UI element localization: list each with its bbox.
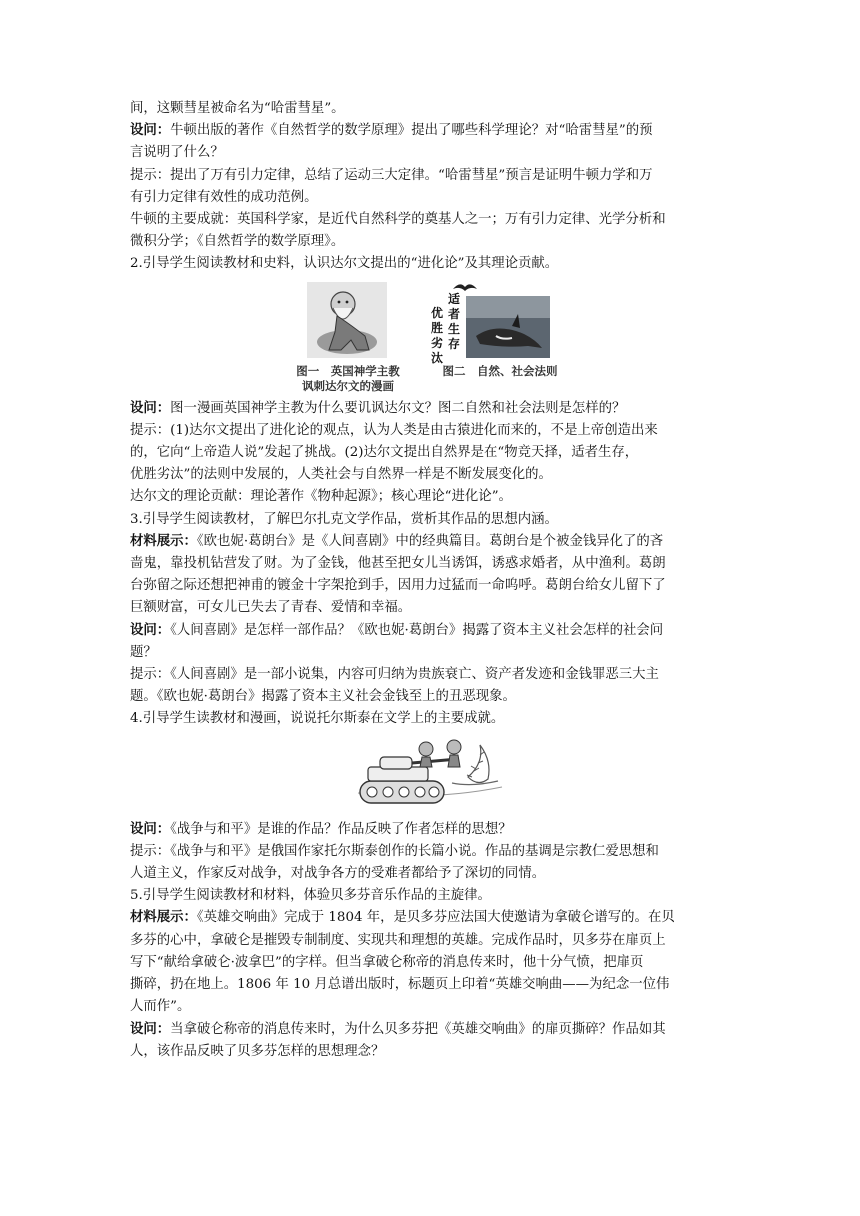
text-line: 牛顿的主要成就：英国科学家，是近代自然科学的奠基人之一；万有引力定律、光学分析和 <box>130 212 666 228</box>
fig2-text-col2: 适者生存 <box>448 291 461 351</box>
fig2-text-col1: 优胜劣汰 <box>431 305 444 365</box>
hint-line: 提示：(1)达尔文提出了进化论的观点，认为人类是由古猿进化而来的，不是上帝创造出来 <box>130 422 658 438</box>
text-line: 微积分学；《自然哲学的数学原理》。 <box>130 234 345 250</box>
question-line <box>130 1019 730 1041</box>
question-text: 《人间喜剧》是怎样一部作品？《欧也妮·葛朗台》揭露了资本主义社会怎样的社会问 <box>170 622 664 638</box>
hint-line: 提示：《战争与和平》是俄国作家托尔斯泰创作的长篇小说。作品的基调是宗教仁爱思想和 <box>130 843 659 859</box>
question-text: 《战争与和平》是谁的作品？作品反映了作者怎样的思想？ <box>170 821 512 837</box>
hint-line: 提示：提出了万有引力定律，总结了运动三大定律。“哈雷彗星”预言是证明牛顿力学和万 <box>130 167 653 183</box>
material-line: 撕碎，扔在地上。1806 年 10 月总谱出版时，标题页上印着“英雄交响曲——为纪念一位伟 <box>130 977 670 993</box>
material-label: 材料展示： <box>130 533 197 549</box>
section-heading: 5.引导学生阅读教材和材料，体验贝多芬音乐作品的主旋律。 <box>130 888 491 904</box>
question-label: 设问： <box>130 821 171 837</box>
section-heading: 4.引导学生读教材和漫画，说说托尔斯泰在文学上的主要成就。 <box>130 711 505 727</box>
hint-line: 的，它向“上帝造人说”发起了挑战。(2)达尔文提出自然界是在“物竞天择，适者生存， <box>130 445 639 461</box>
material-label: 材料展示： <box>130 910 197 926</box>
material-line: 人而作”。 <box>130 999 191 1015</box>
question-label: 设问： <box>130 123 171 139</box>
darwin-figures <box>130 280 730 396</box>
material-text: 《欧也妮·葛朗台》是《人间喜剧》中的经典篇目。葛朗台是个被金钱异化了的吝 <box>196 533 664 549</box>
question-line <box>130 819 730 841</box>
material-line <box>130 907 730 929</box>
question-text: 图一漫画英国神学主教为什么要讥讽达尔文？图二自然和社会法则是怎样的？ <box>170 400 626 416</box>
tank-cartoon-image <box>352 737 512 813</box>
material-text: 《英雄交响曲》完成于 1804 年，是贝多芬应法国大使邀请为拿破仑谱写的。在贝 <box>196 910 675 926</box>
material-line <box>130 531 730 553</box>
question-label: 设问： <box>130 1021 171 1037</box>
hint-line: 有引力定律有效性的成功范例。 <box>130 189 318 205</box>
text-line: 人，该作品反映了贝多芬怎样的思想理念？ <box>130 1043 385 1059</box>
tolstoy-figure <box>130 737 730 815</box>
text-line: 达尔文的理论贡献：理论著作《物种起源》；核心理论“进化论”。 <box>130 489 512 505</box>
question-label: 设问： <box>130 400 171 416</box>
question-label: 设问： <box>130 622 171 638</box>
material-line: 写下“献给拿破仑·波拿巴”的字样。但当拿破仑称帝的消息传来时，他十分气愤，把扉页 <box>130 954 644 970</box>
section-heading: 2.引导学生阅读教材和史料，认识达尔文提出的“进化论”及其理论贡献。 <box>130 256 559 272</box>
hint-line: 人道主义，作家反对战争，对战争各方的受难者都给予了深切的同情。 <box>130 866 546 882</box>
hint-line: 题。《欧也妮·葛朗台》揭露了资本主义社会金钱至上的丑恶现象。 <box>130 689 516 705</box>
text-line: 言说明了什么？ <box>130 145 224 161</box>
question-text: 牛顿出版的著作《自然哲学的数学原理》提出了哪些科学理论？对“哈雷彗星”的预 <box>170 123 653 139</box>
question-text: 当拿破仑称帝的消息传来时，为什么贝多芬把《英雄交响曲》的扉页撕碎？作品如其 <box>170 1021 666 1037</box>
question-line <box>130 620 730 642</box>
question-line <box>130 120 730 142</box>
material-line: 多芬的心中，拿破仑是摧毁专制制度、实现共和理想的英雄。完成作品时，贝多芬在扉页上 <box>130 932 666 948</box>
fig2-caption: 图二 自然、社会法则 <box>442 363 558 378</box>
material-line: 巨额财富，可女儿已失去了青春、爱情和幸福。 <box>130 600 412 616</box>
text-line: 题？ <box>130 644 157 660</box>
material-line: 啬鬼，靠投机钻营发了财。为了金钱，他甚至把女儿当诱饵，诱惑求婚者，从中渔利。葛朗 <box>130 556 666 572</box>
section-heading: 3.引导学生阅读教材，了解巴尔扎克文学作品，赏析其作品的思想内涵。 <box>130 511 558 527</box>
material-line: 台弥留之际还想把神甫的镀金十字架抢到手，因用力过猛而一命呜呼。葛朗台给女儿留下了 <box>130 578 666 594</box>
question-line <box>130 398 730 420</box>
text-line: 间，这颗彗星被命名为“哈雷彗星”。 <box>130 101 345 116</box>
fig1-caption: 图一 英国神学主教 讽刺达尔文的漫画 <box>296 363 400 393</box>
hint-line: 提示：《人间喜剧》是一部小说集，内容可归纳为贵族衰亡、资产者发迹和金钱罪恶三大主 <box>130 667 659 683</box>
hint-line: 优胜劣汰”的法则中发展的，人类社会与自然界一样是不断发展变化的。 <box>130 467 552 483</box>
orca-photo-image <box>466 296 550 358</box>
darwin-cartoon-image <box>307 282 387 358</box>
document-page <box>130 98 730 1063</box>
